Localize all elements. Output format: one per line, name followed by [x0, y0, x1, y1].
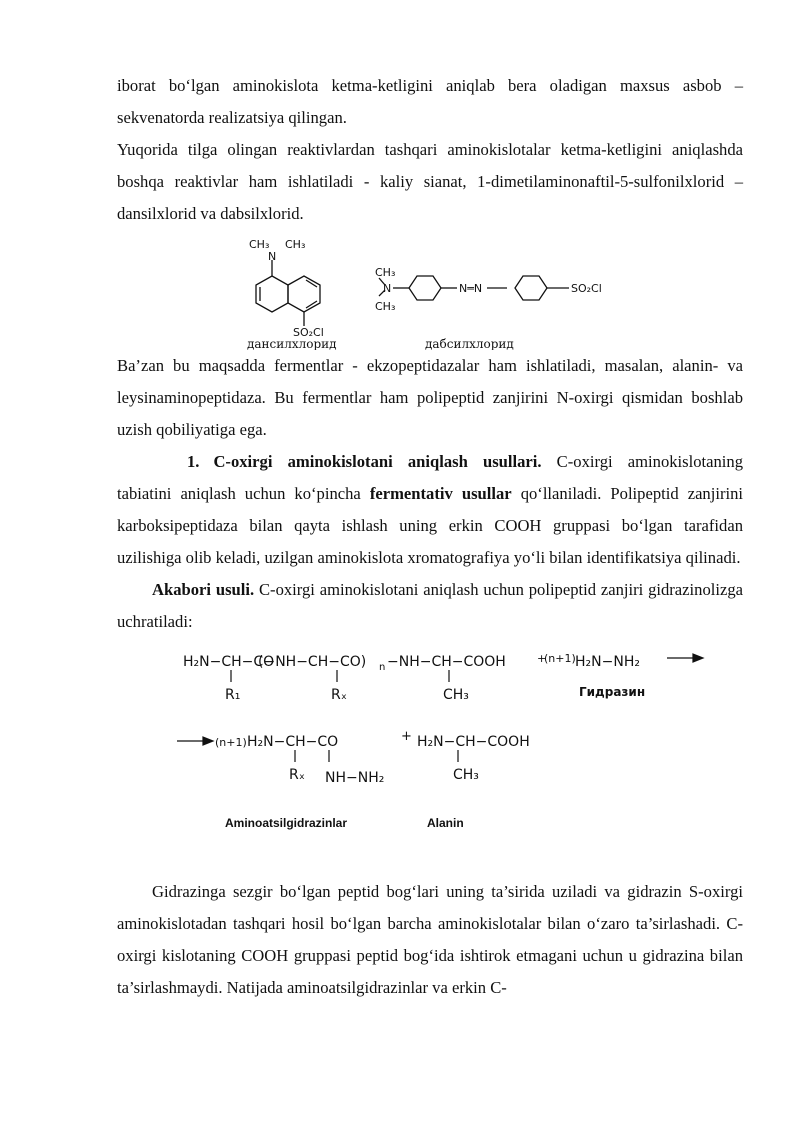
dabsyl-name: дабсилхлорид — [425, 337, 514, 350]
product-nhnh2: NH−NH₂ — [325, 770, 385, 786]
dabsyl-ch3-top: CH₃ — [375, 266, 396, 279]
ch3-substituent: CH₃ — [443, 687, 469, 703]
dansyl-n: N — [268, 250, 277, 263]
alanine-formula: H₂N−CH−COOH — [417, 734, 530, 750]
fermentative-methods: fermentativ usullar — [369, 484, 512, 503]
dabsyl-so2cl: SO₂Cl — [571, 282, 602, 295]
hydrazine-coefficient: (n+1) — [544, 652, 576, 665]
caption-aminoacylhydrazines: Aminoatsilgidrazinlar — [225, 816, 348, 830]
product-coefficient: (n+1) — [215, 736, 247, 749]
paragraph-akabori — [117, 574, 743, 638]
list-item-c-terminal — [117, 446, 743, 574]
dansyl-ch3-right: CH₃ — [285, 238, 306, 251]
structures-figure — [117, 230, 743, 350]
document-page — [117, 70, 743, 1004]
line1-bonds — [231, 670, 449, 682]
caption-alanine: Alanin — [427, 816, 464, 830]
reactant-repeat-n: n — [379, 662, 386, 673]
akabori-text: C-oxirgi aminokislotani aniqlash uchun polipeptid zanjiri gidrazinolizga uchratiladi: — [117, 580, 743, 631]
dansyl-chloride-structure — [256, 260, 320, 326]
reaction-figure — [117, 644, 743, 862]
reactant-cterm: −NH−CH−COOH — [387, 654, 506, 670]
dansyl-dabsyl-structures — [117, 230, 743, 350]
paragraph-enzymes: Ba’zan bu maqsadda fermentlar - ekzopeptidazalar ham ishlatiladi, masalan, alanin- va leysinaminopeptidaza. Bu fermentlar ham polipeptid zanjirini N-oxirgi qismidan boshlab uzish qobiliyatiga ega. — [117, 356, 743, 439]
akabori-heading: Akabori usuli. — [152, 580, 255, 599]
dansyl-so2cl: SO₂Cl — [293, 326, 324, 339]
rx-substituent: Rₓ — [331, 687, 347, 703]
reaction-arrow-2 — [177, 737, 213, 745]
r1-substituent: R₁ — [225, 687, 241, 703]
paragraph-intro: iborat bo‘lgan aminokislota ketma-ketligini aniqlab bera oladigan maxsus asbob – sekvenatorda realizatsiya qilingan. — [117, 76, 743, 127]
dabsyl-n: N — [383, 282, 392, 295]
reactant-repeat: (−NH−CH−CO) — [258, 654, 367, 670]
alanine-ch3: CH₃ — [453, 767, 479, 783]
dabsyl-azo: N═N — [459, 282, 483, 295]
list-item-number: 1. — [187, 452, 200, 471]
hydrazine-formula: H₂N−NH₂ — [575, 654, 640, 670]
hydrazine-label: Гидразин — [579, 685, 646, 699]
reactant-plus: + — [537, 652, 547, 665]
section-heading-c-terminal: C-oxirgi aminokislotani aniqlash usullari. — [213, 452, 542, 471]
product-acylhydrazide: H₂N−CH−CO — [247, 734, 339, 750]
c-terminal-text-b: qo‘llaniladi. Polipeptid zanjirini karboksipeptidaza bilan qayta ishlash uning erkin COOH gruppasi bo‘lgan tarafidan uzilishiga olib keladi, uzilgan aminokislota xromatografiya yo‘li bilan identifikatsiya qilinadi. — [117, 484, 743, 567]
paragraph-hydrazinolysis: Gidrazinga sezgir bo‘lgan peptid bog‘lari uning ta’sirida uziladi va gidrazin S-oxirgi aminokislotadan tashqari hosil bo‘lgan barcha aminokislotalar bilan o‘zaro ta’sirlashadi. C-oxirgi kislotaning COOH gruppasi peptid bog‘ida ishtirok etmagani uchun u gidrazina bilan ta’sirlashmaydi. Natijada aminoatsilgidrazinlar va erkin C- — [117, 882, 743, 997]
dansyl-name: дансилхлорид — [247, 337, 337, 350]
paragraph-reagents: Yuqorida tilga olingan reaktivlardan tashqari aminokislotalar ketma-ketligini aniqlashda boshqa reaktivlar ham ishlatiladi - kaliy sianat, 1-dimetilaminonaftil-5-sulfonilxlorid – dansilxlorid va dabsilxlorid. — [117, 140, 743, 223]
product-rx: Rₓ — [289, 767, 305, 783]
line2-bonds — [295, 750, 458, 762]
dansyl-ch3-left: CH₃ — [249, 238, 270, 251]
reactant-nterm: H₂N−CH−CO — [183, 654, 275, 670]
product-plus: + — [401, 729, 412, 744]
dabsyl-ch3-bottom: CH₃ — [375, 300, 396, 313]
akabori-reaction-scheme — [117, 644, 743, 862]
reaction-arrow-1 — [667, 654, 703, 662]
c-terminal-text-a: C-oxirgi aminokislotaning tabiatini aniqlash uchun ko‘pincha — [117, 452, 743, 503]
